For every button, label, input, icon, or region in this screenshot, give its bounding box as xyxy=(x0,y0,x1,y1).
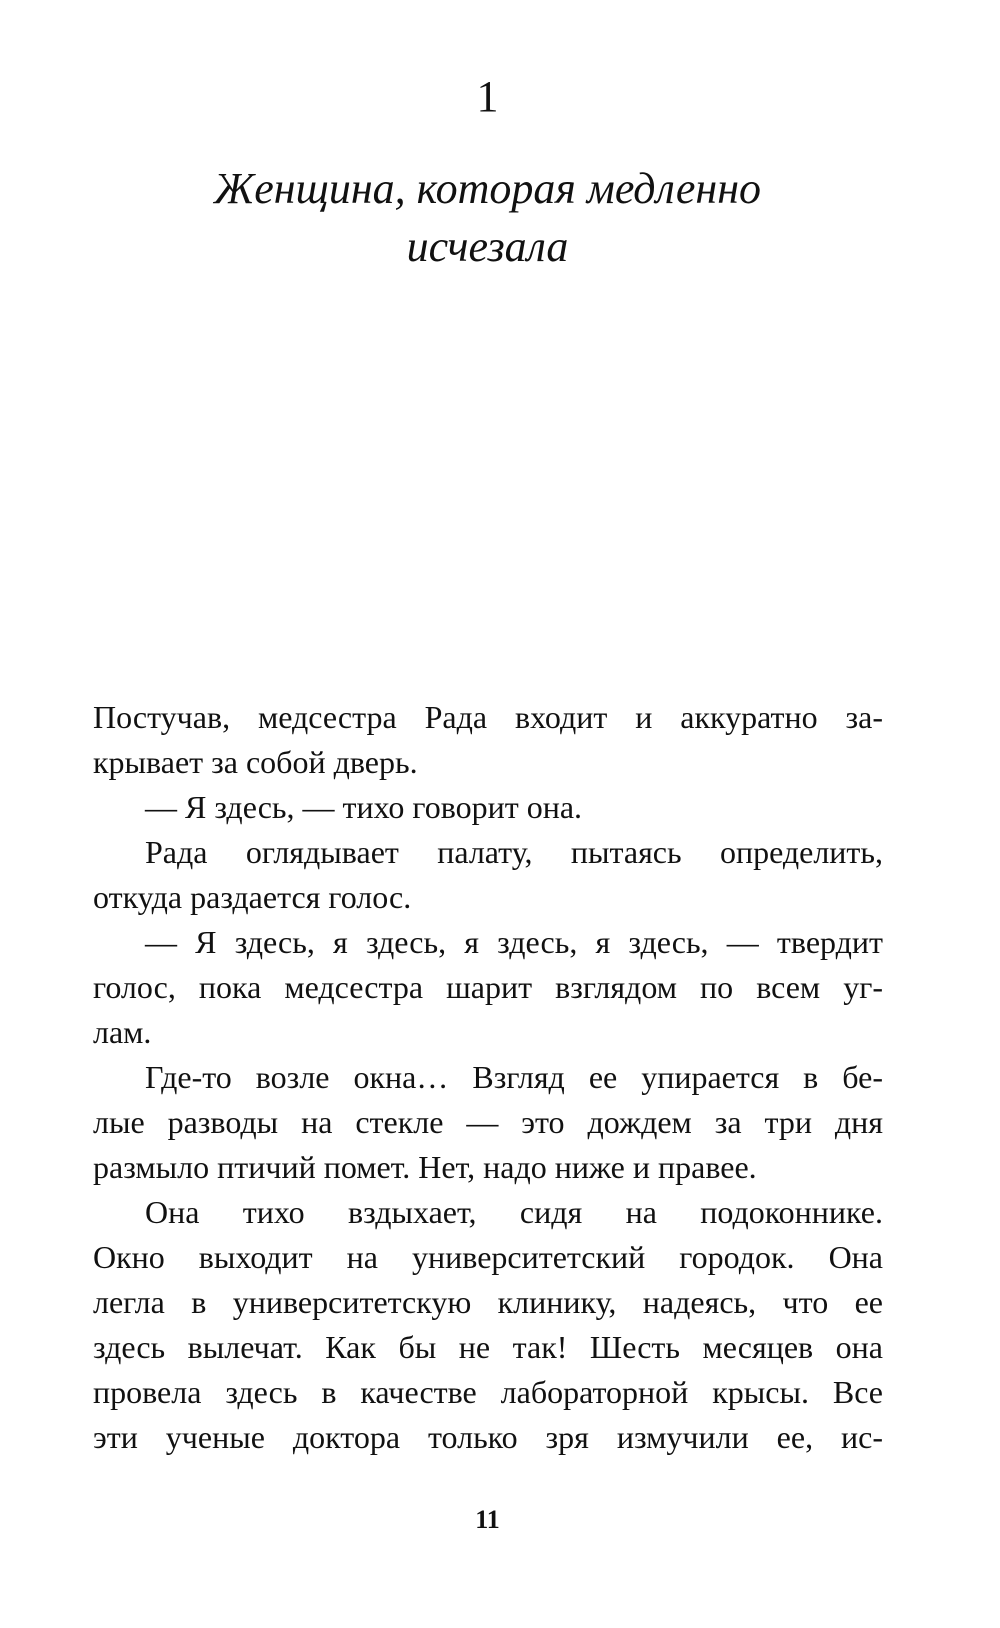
text-line: — Я здесь, — тихо говорит она. xyxy=(145,789,583,825)
text-line: здесь вылечат. Как бы не так! Шесть месяцев она xyxy=(93,1329,883,1365)
chapter-title xyxy=(0,160,975,276)
page-number: 11 xyxy=(475,1505,500,1534)
text-line: лые разводы на стекле — это дождем за три дня xyxy=(93,1104,883,1140)
text-line: Постучав, медсестра Рада входит и аккуратно за- xyxy=(93,699,883,735)
text-line: размыло птичий помет. Нет, надо ниже и правее. xyxy=(93,1149,757,1185)
chapter-title-line: Женщина, которая медленно xyxy=(213,164,762,213)
chapter-title-line: исчезала xyxy=(406,222,569,271)
text-line: Рада оглядывает палату, пытаясь определить, xyxy=(145,834,883,870)
text-line: лам. xyxy=(93,1014,152,1050)
text-line: Окно выходит на университетский городок. Она xyxy=(93,1239,883,1275)
text-line: легла в университетскую клинику, надеясь, что ее xyxy=(93,1284,883,1320)
text-line: — Я здесь, я здесь, я здесь, я здесь, — твердит xyxy=(145,924,883,960)
text-line: провела здесь в качестве лабораторной крысы. Все xyxy=(93,1374,883,1410)
text-line: крывает за собой дверь. xyxy=(93,744,418,780)
body-text xyxy=(93,695,883,1460)
chapter-number: 1 xyxy=(476,72,499,121)
text-line: Где-то возле окна… Взгляд ее упирается в бе- xyxy=(145,1059,883,1095)
text-line: Она тихо вздыхает, сидя на подоконнике. xyxy=(145,1194,883,1230)
text-line: откуда раздается голос. xyxy=(93,879,412,915)
text-line: эти ученые доктора только зря измучили ее, ис- xyxy=(93,1419,883,1455)
text-line: голос, пока медсестра шарит взглядом по всем уг- xyxy=(93,969,883,1005)
